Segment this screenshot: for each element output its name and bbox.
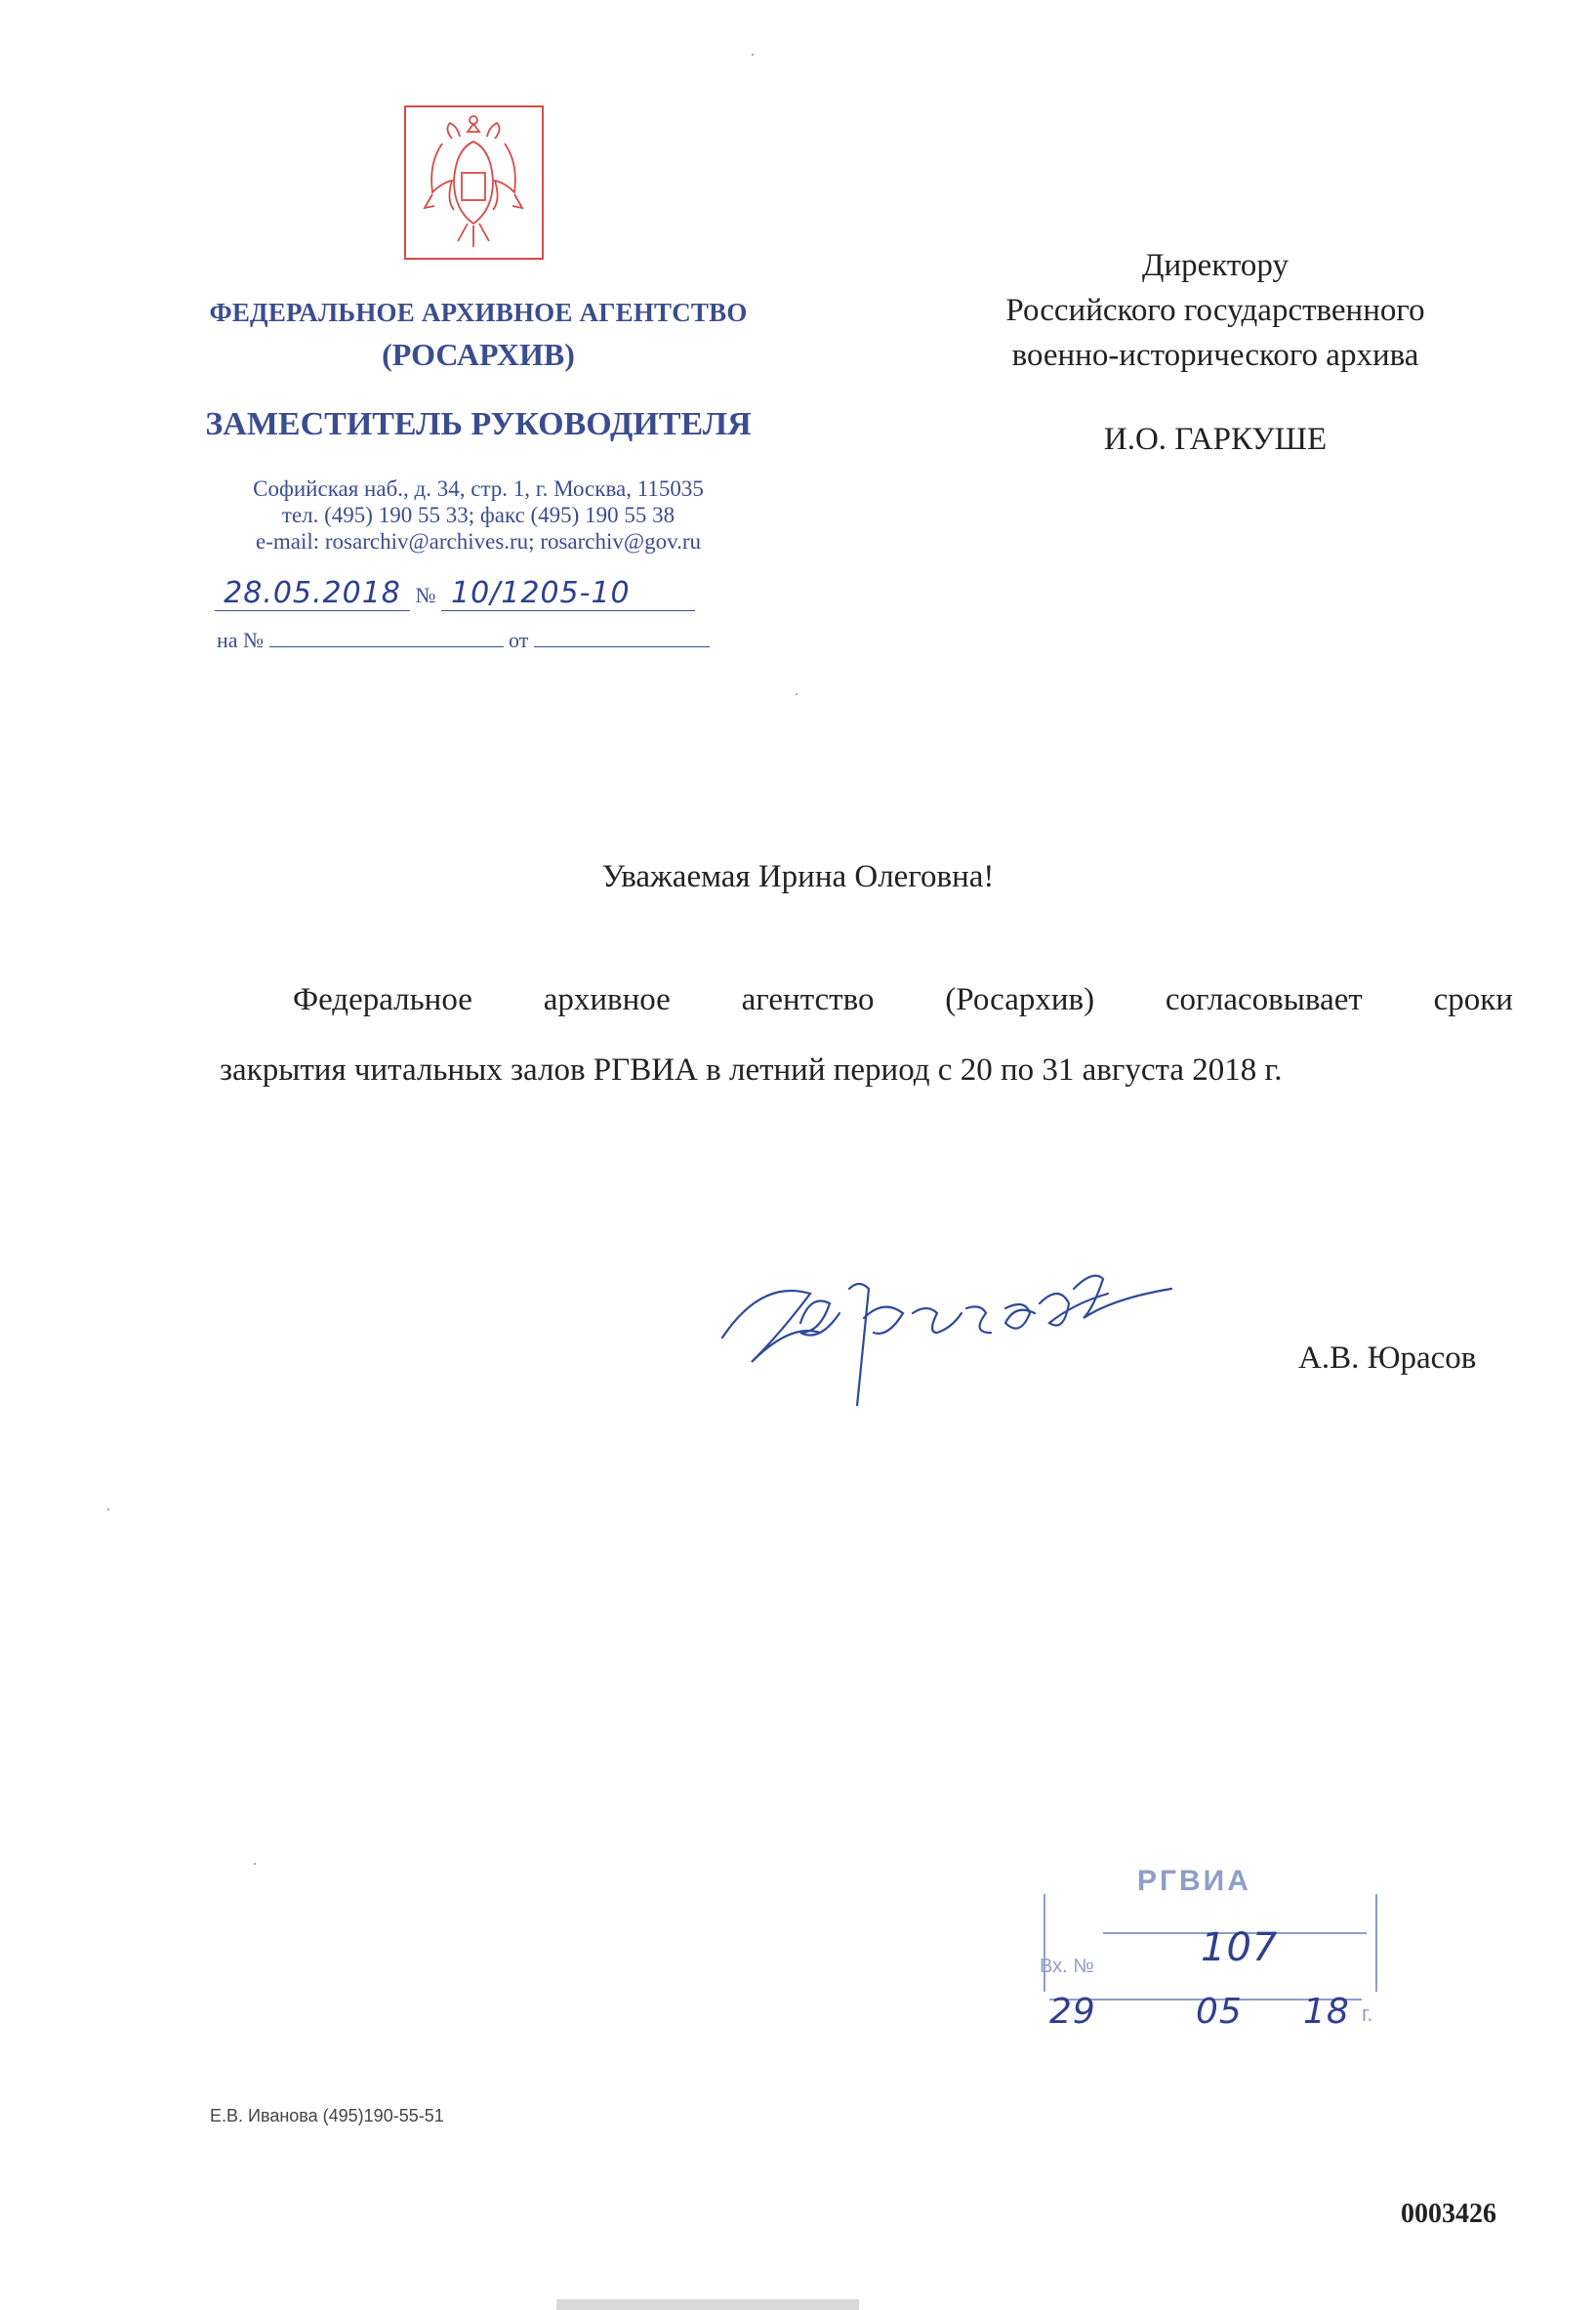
stamp-organization: РГВИА [1137,1865,1251,1897]
outgoing-number: 10/1205-10 [441,576,695,611]
paragraph-word: (Росархив) [945,982,1095,1017]
paragraph-line-2: закрытия читальных залов РГВИА в летний период с 20 по 31 августа 2018 г. [220,1052,1283,1088]
scan-speck [796,693,798,695]
stamp-year-suffix: г. [1362,2001,1373,2026]
agency-name: ФЕДЕРАЛЬНОЕ АРХИВНОЕ АГЕНТСТВО [209,298,748,327]
coat-of-arms-icon [403,104,545,261]
addressee-org-line2: военно-исторического архива [1011,338,1419,373]
executor-contact: Е.В. Иванова (495)190-55-51 [210,2106,444,2125]
addressee-title: Директору [1142,248,1289,283]
reference-line [217,628,710,653]
stamp-year: 18 [1303,1992,1350,2032]
scan-edge-artifact [556,2299,859,2310]
stamp-month: 05 [1196,1992,1243,2032]
greeting: Уважаемая Ирина Олеговна! [601,859,995,894]
outgoing-date: 28.05.2018 [215,576,410,611]
agency-short-name: (РОСАРХИВ) [382,337,575,372]
sender-address: Софийская наб., д. 34, стр. 1, г. Москва, 115035 [253,476,704,501]
reference-date-blank [534,629,710,647]
scan-speck [752,54,754,56]
sender-email: e-mail: rosarchiv@archives.ru; rosarchiv@gov.ru [256,529,701,554]
reference-date-label: от [509,628,529,652]
stamp-incoming-number: 107 [1201,1925,1279,1970]
reference-number-label: на № [217,628,265,652]
addressee-name: И.О. ГАРКУШЕ [1103,422,1328,457]
number-label: № [415,583,436,607]
document-number: 0003426 [1401,2199,1496,2229]
paragraph-word: сроки [1433,982,1513,1017]
paragraph-line-1 [293,972,1513,1027]
paragraph-word: Федеральное [293,982,472,1017]
registration-line [215,576,695,611]
scan-speck [254,1863,256,1865]
handwritten-signature [703,1230,1210,1406]
scan-speck [107,1508,109,1510]
addressee-org-line1: Российского государственного [1005,293,1425,328]
stamp-day: 29 [1049,1992,1096,2032]
paragraph-word: архивное [543,982,671,1017]
stamp-incoming-label: Вх. № [1040,1956,1094,1977]
reference-number-blank [269,629,504,647]
paragraph-word: агентство [741,982,875,1017]
paragraph-word: согласовывает [1165,982,1363,1017]
sender-position: ЗАМЕСТИТЕЛЬ РУКОВОДИТЕЛЯ [205,406,752,442]
signatory-name: А.В. Юрасов [1298,1341,1477,1376]
sender-phone: тел. (495) 190 55 33; факс (495) 190 55 38 [281,503,675,527]
